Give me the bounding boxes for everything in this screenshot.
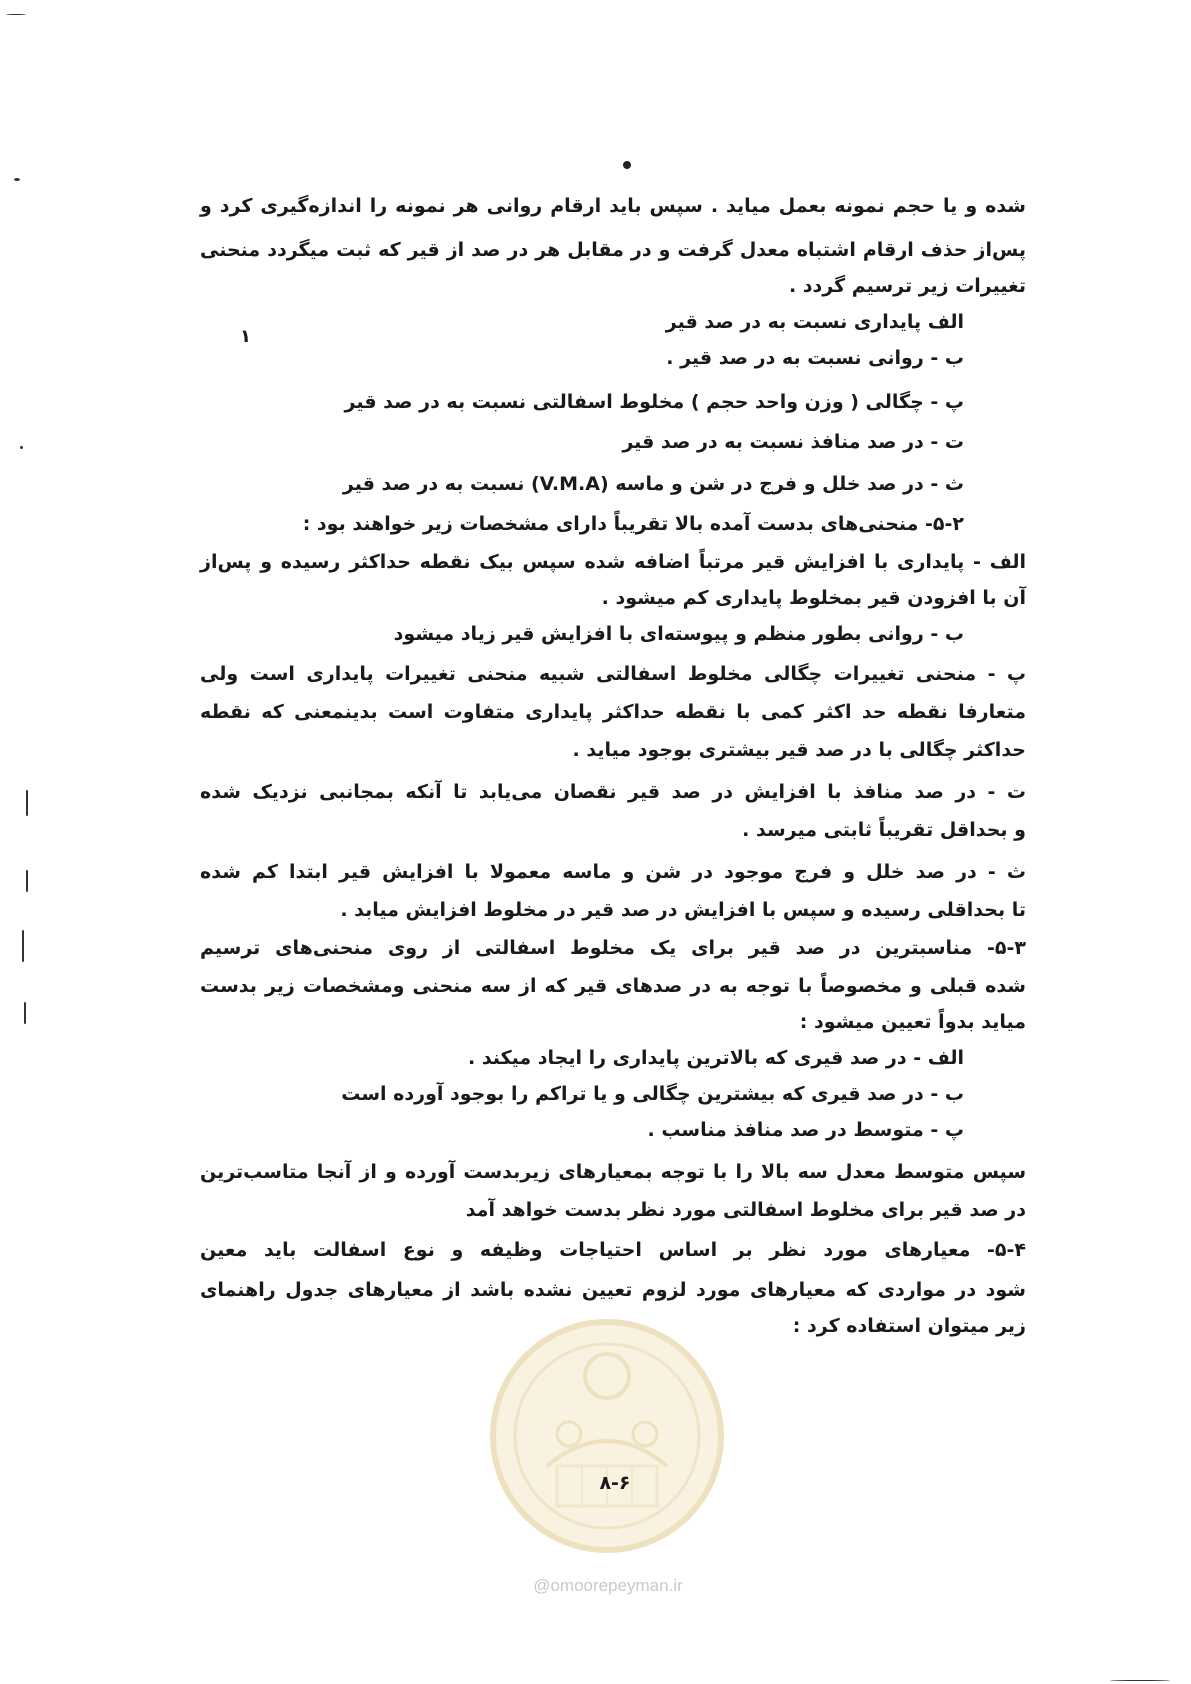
section-5-3-item: الف - در صد قیری که بالاترین پایداری را ایجاد میکند . [468, 1047, 964, 1069]
section-5-2-item: الف - پایداری با افزایش قیر مرتباً اضافه شده سپس بیک نقطه حداکثر رسیده و پس‌از [200, 551, 1026, 573]
section-5-2-item: و بحداقل تقریباً ثابتی میرسد . [742, 819, 1026, 841]
section-5-4-line: ۵-۴- معیارهای مورد نظر بر اساس احتیاجات وظیفه و نوع اسفالت باید معین [200, 1239, 1026, 1261]
section-5-4-line: زیر میتوان استفاده کرد : [792, 1315, 1026, 1337]
section-5-2-item: حداکثر چگالی با در صد قیر بیشتری بوجود میاید . [572, 739, 1026, 761]
list-1-item: پ - چگالی ( وزن واحد حجم ) مخلوط اسفالتی نسبت به در صد قیر [344, 391, 964, 413]
top-mark [623, 161, 631, 169]
paragraph-1-line: شده و یا حجم نمونه بعمل میاید . سپس باید ارقام روانی هر نمونه را اندازه‌گیری کرد و [200, 195, 1026, 217]
list-1-item: ب - روانی نسبت به در صد قیر . [666, 347, 964, 369]
section-5-2-item: پ - منحنی تغییرات چگالی مخلوط اسفالتی شبیه منحنی تغییرات پایداری است ولی [200, 663, 1026, 685]
list-1-item: الف پایداری نسبت به در صد قیر [665, 311, 964, 333]
section-5-2-item: ث - در صد خلل و فرج موجود در شن و ماسه معمولا با افزایش قیر ابتدا کم شده [200, 861, 1026, 883]
section-5-2-item: متعارفا نقطه حد اکثر کمی با نقطه حداکثر پایداری متفاوت است بدینمعنی که نقطه [200, 701, 1026, 723]
watermark-text: @omoorepeyman.ir [533, 1576, 683, 1595]
page-number: ۸-۶ [599, 1472, 631, 1494]
paragraph-1-line: پس‌از حذف ارقام اشتباه معدل گرفت و در مقابل هر در صد از قیر که ثبت میگردد منحنی [200, 239, 1026, 261]
scan-edge-noise [0, 0, 40, 1684]
section-5-2-item: ب - روانی بطور منظم و پیوسته‌ای با افزایش قیر زیاد میشود [393, 623, 964, 645]
section-5-3-item: پ - متوسط در صد منافذ مناسب . [647, 1119, 964, 1141]
section-5-4-line: شود در مواردی که معیارهای مورد لزوم تعیین نشده باشد از معیارهای جدول راهنمای [200, 1279, 1026, 1301]
list-1-item: ث - در صد خلل و فرج در شن و ماسه (V.M.A) نسبت به در صد قیر [342, 473, 964, 495]
section-5-3-line: ۵-۳- مناسبترین در صد قیر برای یک مخلوط اسفالتی از روی منحنی‌های ترسیم [200, 937, 1026, 959]
paragraph-1-line: تغییرات زیر ترسیم گردد . [788, 275, 1026, 297]
section-5-2-item: ت - در صد منافذ با افزایش در صد قیر نقصان می‌یابد تا آنکه بمجانبی نزدیک شده [200, 781, 1026, 803]
paragraph-2-line: در صد قیر برای مخلوط اسفالتی مورد نظر بدست خواهد آمد [465, 1199, 1026, 1221]
section-5-2-item: آن با افزودن قیر بمخلوط پایداری کم میشود . [601, 587, 1026, 609]
section-5-2-item: تا بحداقلی رسیده و سپس با افزایش در صد قیر در مخلوط افزایش میابد . [340, 899, 1026, 921]
seal-stamp-image [487, 1316, 727, 1556]
section-5-2-heading: ۵-۲- منحنی‌های بدست آمده بالا تقریباً دارای مشخصات زیر خواهند بود : [302, 513, 964, 535]
paragraph-2-line: سپس متوسط معدل سه بالا را با توجه بمعیارهای زیربدست آورده و از آنجا متاسب‌ترین [200, 1161, 1026, 1183]
list-1-item: ت - در صد منافذ نسبت به در صد قیر [622, 431, 964, 453]
section-5-3-item: ب - در صد قیری که بیشترین چگالی و یا تراکم را بوجود آورده است [341, 1083, 964, 1105]
marginal-mark: ۱ [240, 326, 251, 347]
section-5-3-line: شده قبلی و مخصوصاً با توجه به در صدهای قیر که از سه منحنی ومشخصات زیر بدست [200, 975, 1026, 997]
section-5-3-line: میاید بدواً تعیین میشود : [799, 1011, 1026, 1033]
